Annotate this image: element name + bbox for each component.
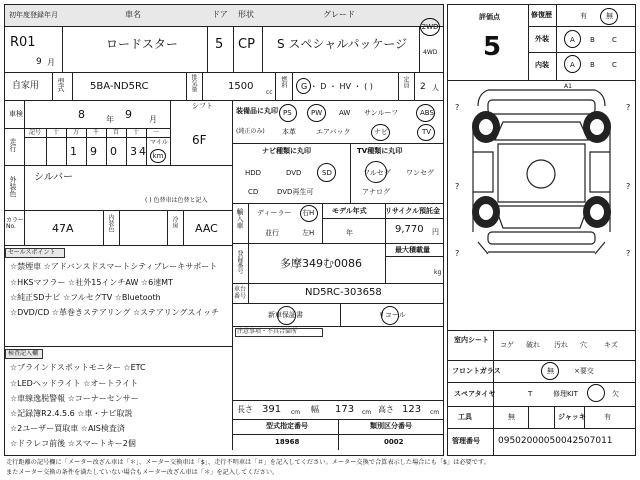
height-unit: cm bbox=[430, 409, 440, 416]
registration-label: 登録番号 bbox=[236, 250, 243, 274]
sales-point-line: ☆HKSマフラー ☆社外15インチAW ☆6速MT bbox=[10, 278, 173, 287]
spare-tire-label: スペアタイヤ bbox=[454, 390, 496, 398]
navi-dvd-play: DVD再生可 bbox=[277, 188, 314, 196]
diagram-bracket: ? bbox=[626, 249, 631, 258]
equipment-pw: PW bbox=[311, 109, 323, 117]
equipment-airbag: エアバック bbox=[316, 128, 351, 136]
height-label: 高さ bbox=[378, 405, 394, 414]
inspector-note-line: ☆ブラインドスポットモニター ☆ETC bbox=[10, 363, 146, 372]
mileage-digit-last: 4 bbox=[139, 145, 146, 158]
mileage-digit: 3 bbox=[130, 145, 137, 158]
grade-value: S スペシャルパッケージ bbox=[277, 37, 408, 51]
equipment-label: 装備品に丸印 bbox=[236, 107, 278, 115]
mileage-header-6: 一 bbox=[153, 129, 160, 136]
mileage-digit: 1 bbox=[70, 145, 77, 158]
max-load-label: 最大積載量 bbox=[395, 246, 430, 254]
displacement-unit: cc bbox=[266, 89, 273, 96]
exterior-color: シルバー bbox=[34, 172, 74, 183]
displacement-value: 1500 bbox=[228, 81, 254, 92]
new-car-warranty-circle bbox=[277, 306, 296, 325]
recall: リコール bbox=[378, 311, 406, 319]
mileage-header-5: 十 bbox=[133, 129, 140, 136]
mileage-label: 走行 bbox=[9, 138, 17, 152]
import-parallel: 並行 bbox=[265, 229, 279, 237]
jack-label: ジャッキ bbox=[558, 413, 586, 421]
recycle-label: リサイクル預託金 bbox=[385, 207, 441, 215]
exterior-note: ( ) 色替車は色替と記入 bbox=[145, 197, 208, 204]
import-steering-left: 左H bbox=[302, 229, 315, 237]
equipment-leather: 本革 bbox=[282, 128, 296, 136]
category-value: 0002 bbox=[384, 438, 404, 446]
new-car-warranty: 新車保証書 bbox=[268, 311, 303, 319]
interior-seat-label: 室内シート bbox=[454, 336, 489, 344]
chassis-label: 車台番号 bbox=[234, 286, 247, 300]
inspector-note-line: ☆2ユーザー買取車 ☆AIS検査済 bbox=[10, 424, 125, 433]
notes-box-label: 注意事項・不具合箇所 bbox=[237, 328, 298, 335]
length-label: 長さ bbox=[237, 405, 253, 414]
navi-label: ナビ種類に丸印 bbox=[262, 147, 311, 155]
ac-value: AAC bbox=[195, 222, 218, 235]
repair-yes: 有 bbox=[580, 12, 587, 20]
sales-point-line: ☆DVD/CD ☆革巻きステアリング ☆ステアリングスイッチ bbox=[10, 308, 220, 317]
body-shape: CP bbox=[238, 37, 255, 52]
first-reg-label: 初年度登録年月 bbox=[9, 11, 58, 19]
drive-4wd: 4WD bbox=[423, 49, 438, 56]
mileage-header-1: 十 bbox=[53, 129, 60, 136]
seat-item: 破れ bbox=[526, 341, 540, 349]
tv-fullseg: フルセグ bbox=[363, 169, 391, 177]
equipment-navi: ナビ bbox=[374, 128, 388, 136]
tools-label: 工具 bbox=[458, 413, 472, 421]
registration-value: 多摩349む0086 bbox=[280, 257, 362, 270]
category-label: 類別区分番号 bbox=[370, 422, 412, 430]
tv-oneseg: ワンセグ bbox=[406, 169, 434, 177]
management-label: 管理番号 bbox=[452, 437, 480, 445]
sales-point-line: ☆純正SDナビ ☆フルセグTV ☆Bluetooth bbox=[10, 293, 161, 302]
navi-sd-circle bbox=[317, 163, 336, 182]
model-year-unit: 年 bbox=[346, 229, 353, 237]
drive-2wd-circled: 2WD bbox=[420, 18, 440, 36]
equipment-aw: AW bbox=[339, 109, 351, 117]
spare-tire-missing: 欠 bbox=[612, 390, 619, 398]
model-year-label: モデル年式 bbox=[332, 207, 367, 215]
capacity-label: 定員 bbox=[402, 76, 409, 88]
score-label: 評価点 bbox=[479, 13, 500, 21]
footer-line-2: またメーター交換の条件を満たしていない場合もメーター改ざん車は「＊」を記入してください。 bbox=[6, 469, 279, 476]
inspector-note-line: ☆記録簿R2.4.5.6 ☆車・ナビ取説 bbox=[10, 409, 133, 418]
mileage-header-2: 万 bbox=[73, 129, 80, 136]
jack-value: 有 bbox=[604, 413, 611, 421]
capacity-value: 2 bbox=[420, 82, 426, 92]
inspector-notes-label: 検査記入欄 bbox=[8, 350, 39, 357]
inspector-note-line: ☆ドラレコ前後 ☆スマートキー2個 bbox=[10, 439, 136, 448]
chassis-value: ND5RC-303658 bbox=[305, 287, 382, 298]
mileage-unit-mile: マイル bbox=[150, 139, 168, 146]
max-load-unit: kg bbox=[434, 269, 442, 276]
interior-grade-label: 内装 bbox=[535, 61, 549, 69]
inspector-note-line: ☆車線逸脱警報 ☆コーナーセンサー bbox=[10, 394, 139, 403]
spare-tire-t: T bbox=[528, 390, 533, 398]
repair-no: 無 bbox=[606, 12, 613, 20]
diagram-bracket: ? bbox=[626, 182, 631, 191]
tools-value: 無 bbox=[508, 413, 515, 421]
diagram-bracket: ? bbox=[455, 249, 460, 258]
repair-label: 修復歴 bbox=[531, 11, 552, 19]
interior-grade-c: C bbox=[612, 61, 617, 69]
sales-points-label: セールスポイント bbox=[8, 249, 56, 256]
model-value: 5BA-ND5RC bbox=[90, 81, 149, 92]
seat-item: キズ bbox=[604, 341, 618, 349]
exterior-label: 外装色 bbox=[9, 176, 17, 197]
front-glass-none-circle bbox=[541, 362, 559, 380]
equipment-abs-circle bbox=[416, 104, 435, 122]
first-reg-month-unit: 月 bbox=[47, 58, 55, 67]
mileage-header-0: 記号 bbox=[29, 129, 42, 136]
seat-item: コゲ bbox=[500, 341, 514, 349]
management-value: 09502000050042507011 bbox=[498, 436, 613, 446]
fuel-label: 燃料 bbox=[280, 76, 287, 88]
displacement-label: 排気量 bbox=[190, 74, 197, 92]
equipment-navi-circle bbox=[371, 124, 390, 141]
height-value: 123 bbox=[402, 404, 422, 415]
color-no-label: カラーNo. bbox=[6, 217, 25, 230]
footer-line-1: 走行距離の記号欄に「メーター改ざん車は「＊」、メーター交換車は「$」、走行不明車は「＃」を記入してください。メーター交換で合算表示した場合にも「$」は必要です。 bbox=[6, 459, 490, 466]
import-steering-right: 右H bbox=[302, 209, 315, 217]
navi-hdd: HDD bbox=[245, 169, 262, 177]
inspection-year-unit: 年 bbox=[106, 115, 114, 124]
interior-grade-a-circle bbox=[564, 55, 581, 73]
diagram-top-label: A1 bbox=[564, 83, 572, 90]
navi-dvd: DVD bbox=[286, 169, 302, 177]
shift-value: 6F bbox=[192, 133, 207, 147]
repair-no-circle bbox=[600, 8, 618, 25]
navi-cd: CD bbox=[248, 188, 259, 196]
width-unit: cm bbox=[362, 409, 372, 416]
import-label: 輸入車 bbox=[236, 208, 244, 229]
front-glass-none: 無 bbox=[547, 367, 554, 375]
exterior-grade-label: 外装 bbox=[535, 35, 549, 43]
navi-sd: SD bbox=[322, 169, 332, 177]
front-glass-replace: ×要交 bbox=[574, 367, 594, 375]
score-value: 5 bbox=[483, 32, 502, 62]
type-approval-label: 型式指定番号 bbox=[266, 422, 308, 430]
capacity-unit: 人 bbox=[432, 84, 439, 92]
usage-value: 自家用 bbox=[12, 81, 40, 91]
door-count: 5 bbox=[215, 37, 224, 52]
car-diagram bbox=[448, 82, 635, 327]
equipment-tv-circle bbox=[417, 124, 435, 141]
inspector-note-line: ☆LEDヘッドライト ☆オートライト bbox=[10, 379, 139, 388]
recycle-value: 9,770 bbox=[395, 224, 424, 235]
tv-analog: アナログ bbox=[362, 188, 390, 196]
grade-label: グレード bbox=[323, 10, 355, 19]
exterior-grade-a-circle bbox=[564, 30, 581, 48]
equipment-sunroof: サンルーフ bbox=[364, 109, 399, 117]
spare-tire-kit: 修理KIT bbox=[553, 390, 578, 398]
shape-label: 形状 bbox=[238, 10, 254, 19]
equipment-sub: (純正のみ) bbox=[236, 128, 265, 135]
inspection-year: 8 bbox=[78, 108, 85, 121]
mileage-header-4: 百 bbox=[113, 129, 120, 136]
spare-tire-kit-circle bbox=[587, 384, 605, 402]
import-dealer: ディーラー bbox=[257, 209, 292, 217]
exterior-grade-c: C bbox=[612, 36, 617, 44]
mileage-digit: 9 bbox=[90, 145, 97, 158]
front-glass-label: フロントガラス bbox=[452, 367, 501, 375]
length-value: 391 bbox=[262, 404, 282, 415]
equipment-ps-circle bbox=[279, 104, 297, 122]
car-name: ロードスター bbox=[106, 37, 178, 51]
equipment-ps: PS bbox=[283, 109, 292, 117]
ac-label: 冷房 bbox=[171, 216, 178, 228]
seat-item: 汚れ bbox=[554, 341, 568, 349]
mileage-unit-km-circled: km bbox=[150, 149, 166, 163]
diagram-bracket: ? bbox=[455, 103, 460, 112]
inspection-label: 車検 bbox=[9, 110, 23, 118]
fuel-selected-circle bbox=[296, 78, 311, 94]
sales-point-line: ☆禁煙車 ☆アドバンスドスマートシティブレーキサポート bbox=[10, 262, 218, 271]
exterior-grade-a: A bbox=[570, 36, 575, 44]
tv-fullseg-circle bbox=[365, 161, 387, 183]
recycle-unit: 円 bbox=[432, 228, 439, 236]
inspection-month: 9 bbox=[125, 108, 132, 121]
diagram-bracket: ? bbox=[626, 103, 631, 112]
first-reg-month: 9 bbox=[36, 57, 42, 67]
inspection-month-unit: 月 bbox=[149, 115, 157, 124]
fuel-options: G ・ D ・ HV ・ ( ) bbox=[301, 82, 373, 91]
recall-circle bbox=[381, 306, 399, 325]
shift-label: シフト bbox=[192, 102, 213, 110]
mileage-header-3: 千 bbox=[93, 129, 100, 136]
equipment-pw-circle bbox=[307, 104, 326, 122]
door-label: ドア bbox=[212, 10, 228, 19]
interior-color-label: 内装色 bbox=[107, 214, 114, 232]
equipment-tv: TV bbox=[422, 128, 432, 136]
width-value: 173 bbox=[335, 404, 355, 415]
tv-label: TV種類に丸印 bbox=[357, 147, 403, 155]
exterior-grade-b: B bbox=[590, 36, 595, 44]
interior-grade-a: A bbox=[570, 61, 575, 69]
diagram-bracket: ? bbox=[455, 182, 460, 191]
first-reg-era: R01 bbox=[10, 35, 36, 50]
mileage-digit: 0 bbox=[110, 145, 117, 158]
equipment-abs: ABS bbox=[420, 109, 434, 117]
length-unit: cm bbox=[291, 409, 301, 416]
type-approval-value: 18968 bbox=[275, 438, 300, 446]
model-label: 型式 bbox=[57, 78, 65, 92]
seat-item: 穴 bbox=[580, 341, 587, 349]
name-label: 車名 bbox=[125, 10, 141, 19]
interior-grade-b: B bbox=[590, 61, 595, 69]
width-label: 幅 bbox=[311, 405, 319, 414]
color-no-value: 47A bbox=[52, 222, 74, 235]
